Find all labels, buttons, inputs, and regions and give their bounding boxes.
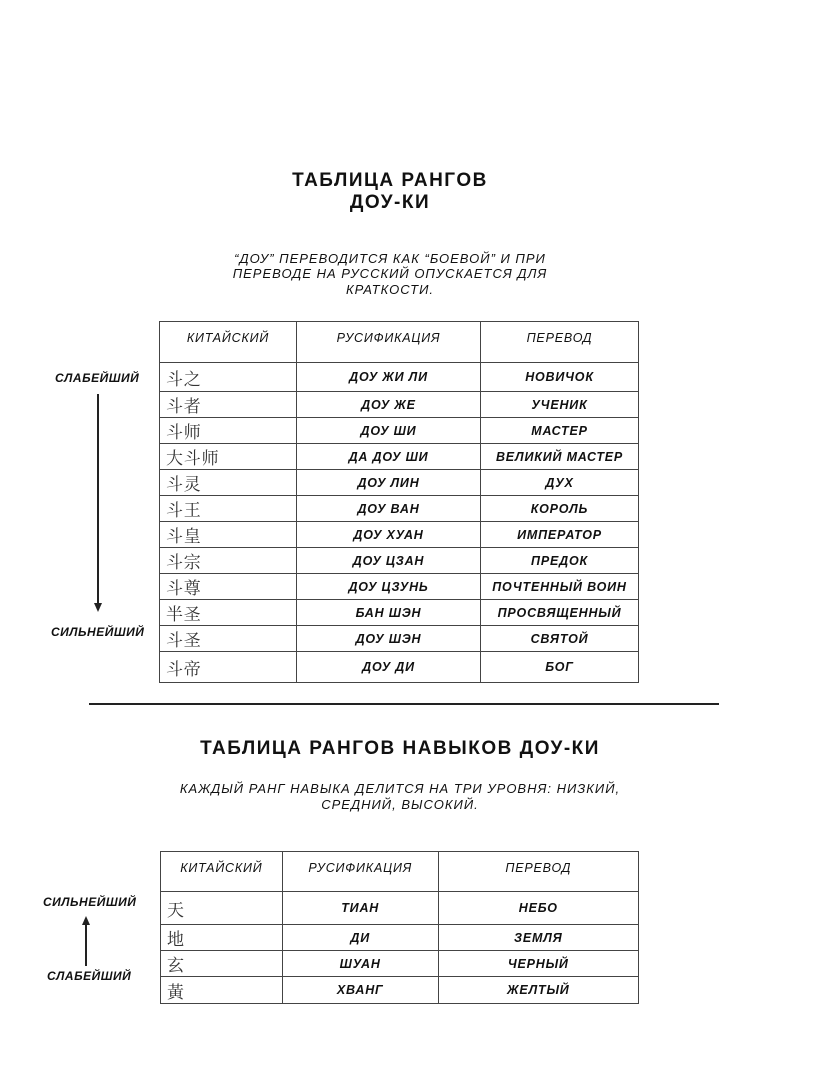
translation-cell: ИМПЕРАТОР	[481, 522, 639, 548]
table-row	[161, 892, 639, 925]
russified-cell: ДОУ ВАН	[297, 496, 481, 522]
translation-cell: УЧЕНИК	[481, 392, 639, 418]
russified-cell: ДОУ ДИ	[297, 652, 481, 683]
translation-cell: ДУХ	[481, 470, 639, 496]
chinese-cell: 黃	[161, 977, 283, 1004]
chinese-cell: 天	[161, 892, 283, 925]
translation-cell: ЗЕМЛЯ	[438, 925, 638, 951]
table-row	[160, 392, 639, 418]
dou-qi-rank-table	[159, 321, 639, 683]
chinese-cell: 斗宗	[160, 548, 297, 574]
header-translation: ПЕРЕВОД	[438, 852, 638, 892]
russified-cell: ДОУ ЛИН	[297, 470, 481, 496]
section1-note-line2: ПЕРЕВОДЕ НА РУССКИЙ ОПУСКАЕТСЯ ДЛЯ	[232, 266, 548, 281]
translation-cell: ПРОСВЯЩЕННЫЙ	[481, 600, 639, 626]
chinese-cell: 斗者	[160, 392, 297, 418]
header-chinese: КИТАЙСКИЙ	[161, 852, 283, 892]
header-chinese: КИТАЙСКИЙ	[160, 322, 297, 363]
chinese-cell: 大斗师	[160, 444, 297, 470]
translation-cell: ЖЕЛТЫЙ	[438, 977, 638, 1004]
russified-cell: ДИ	[282, 925, 438, 951]
translation-cell: МАСТЕР	[481, 418, 639, 444]
header-russified: РУСИФИКАЦИЯ	[297, 322, 481, 363]
chinese-cell: 斗之	[160, 363, 297, 392]
table-row	[160, 548, 639, 574]
table-row	[160, 418, 639, 444]
chinese-cell: 斗帝	[160, 652, 297, 683]
chinese-cell: 斗尊	[160, 574, 297, 600]
section2-note-line2: СРЕДНИЙ, ВЫСОКИЙ.	[321, 797, 479, 812]
table-row	[160, 626, 639, 652]
russified-cell: ДОУ ХУАН	[297, 522, 481, 548]
section-divider	[89, 703, 719, 705]
strongest-label-2: СИЛЬНЕЙШИЙ	[43, 895, 137, 909]
chinese-cell: 斗圣	[160, 626, 297, 652]
russified-cell: ДА ДОУ ШИ	[297, 444, 481, 470]
section2-note-line1: КАЖДЫЙ РАНГ НАВЫКА ДЕЛИТСЯ НА ТРИ УРОВНЯ: НИЗКИЙ,	[179, 781, 621, 796]
table-row	[160, 574, 639, 600]
chinese-cell: 斗皇	[160, 522, 297, 548]
russified-cell: ШУАН	[282, 951, 438, 977]
translation-cell: БОГ	[481, 652, 639, 683]
rank-arrow-line	[97, 394, 99, 604]
section1-note-line1: “ДОУ” ПЕРЕВОДИТСЯ КАК “БОЕВОЙ” И ПРИ	[234, 251, 546, 266]
table-row	[160, 470, 639, 496]
strongest-label: СИЛЬНЕЙШИЙ	[51, 625, 145, 639]
weakest-label: СЛАБЕЙШИЙ	[55, 371, 140, 385]
translation-cell: ЧЕРНЫЙ	[438, 951, 638, 977]
russified-cell: ТИАН	[282, 892, 438, 925]
russified-cell: ДОУ ШЭН	[297, 626, 481, 652]
russified-cell: ДОУ ЦЗУНЬ	[297, 574, 481, 600]
russified-cell: БАН ШЭН	[297, 600, 481, 626]
table-row	[160, 363, 639, 392]
chinese-cell: 斗王	[160, 496, 297, 522]
table-row	[160, 652, 639, 683]
table-row	[160, 496, 639, 522]
russified-cell: ДОУ ЖЕ	[297, 392, 481, 418]
table-row	[160, 600, 639, 626]
header-russified: РУСИФИКАЦИЯ	[282, 852, 438, 892]
translation-cell: КОРОЛЬ	[481, 496, 639, 522]
table-row	[160, 444, 639, 470]
table-header-row	[161, 852, 639, 892]
skill-arrow-line	[85, 924, 87, 966]
table-row	[161, 925, 639, 951]
table-row	[160, 522, 639, 548]
section1-note-line3: КРАТКОСТИ.	[345, 282, 435, 297]
russified-cell: ДОУ ЦЗАН	[297, 548, 481, 574]
section1-title-line1: ТАБЛИЦА РАНГОВ	[292, 170, 488, 191]
skill-rank-table	[160, 851, 639, 1004]
chinese-cell: 地	[161, 925, 283, 951]
translation-cell: ПРЕДОК	[481, 548, 639, 574]
table-row	[161, 977, 639, 1004]
translation-cell: НЕБО	[438, 892, 638, 925]
russified-cell: ХВАНГ	[282, 977, 438, 1004]
section1-title-line2: ДОУ-КИ	[349, 192, 431, 213]
chinese-cell: 斗灵	[160, 470, 297, 496]
translation-cell: СВЯТОЙ	[481, 626, 639, 652]
russified-cell: ДОУ ЖИ ЛИ	[297, 363, 481, 392]
arrow-down-icon	[94, 603, 102, 612]
section2-title: ТАБЛИЦА РАНГОВ НАВЫКОВ ДОУ-КИ	[200, 738, 600, 759]
chinese-cell: 玄	[161, 951, 283, 977]
chinese-cell: 斗师	[160, 418, 297, 444]
translation-cell: ПОЧТЕННЫЙ ВОИН	[481, 574, 639, 600]
translation-cell: ВЕЛИКИЙ МАСТЕР	[481, 444, 639, 470]
translation-cell: НОВИЧОК	[481, 363, 639, 392]
chinese-cell: 半圣	[160, 600, 297, 626]
table-header-row	[160, 322, 639, 363]
header-translation: ПЕРЕВОД	[481, 322, 639, 363]
table-row	[161, 951, 639, 977]
weakest-label-2: СЛАБЕЙШИЙ	[47, 969, 132, 983]
russified-cell: ДОУ ШИ	[297, 418, 481, 444]
